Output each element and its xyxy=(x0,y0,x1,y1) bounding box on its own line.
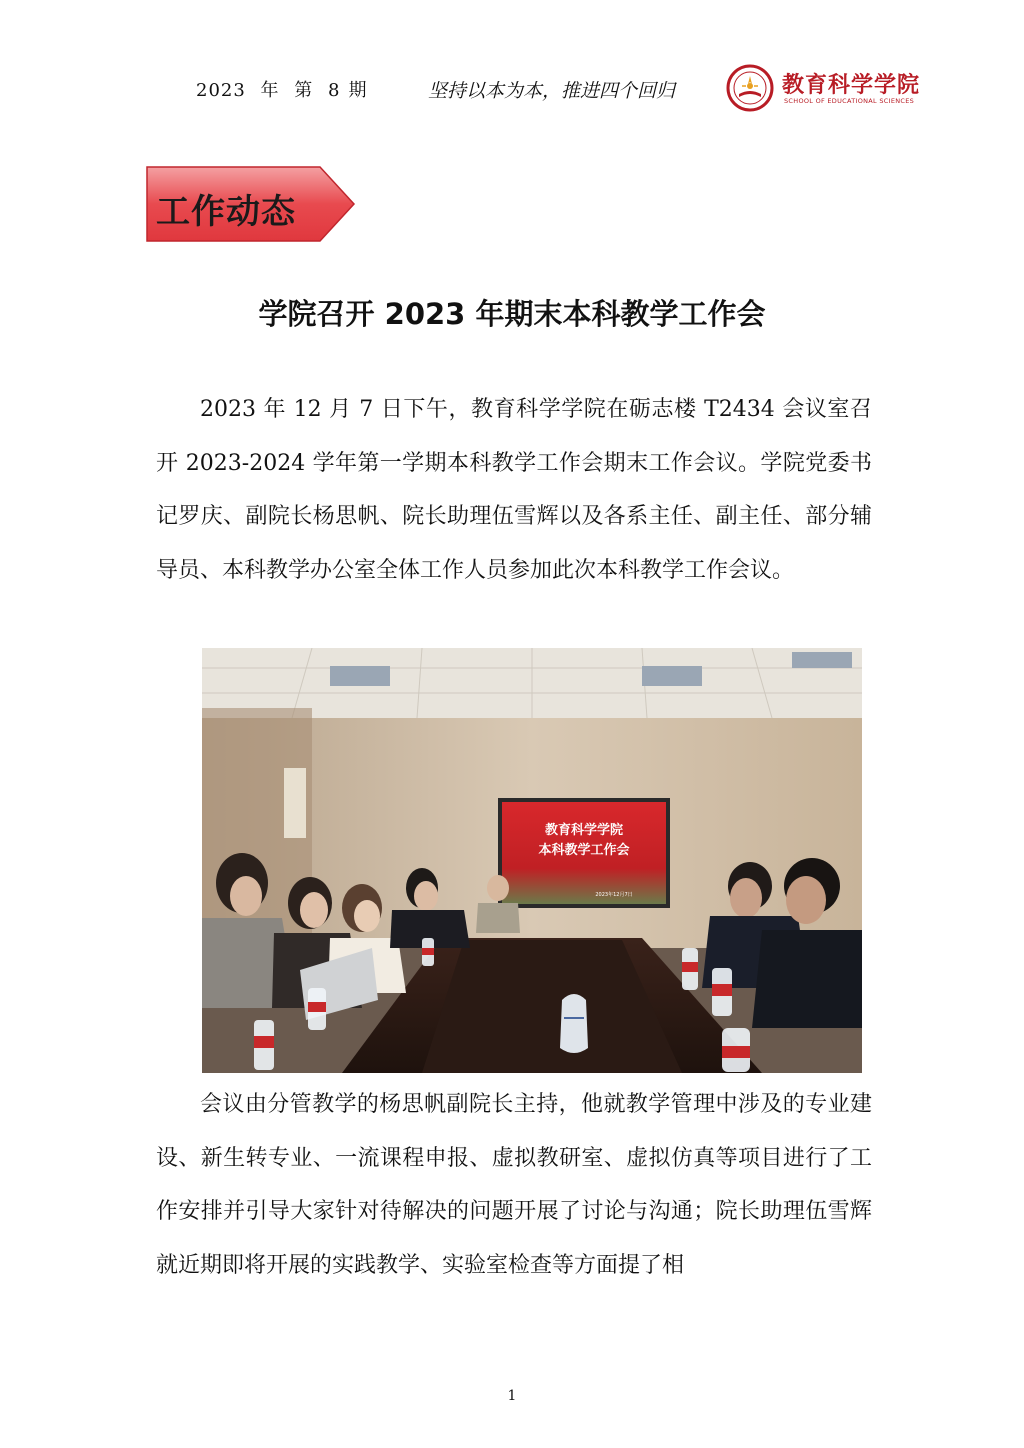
issue-year-unit: 年 xyxy=(260,80,280,101)
logo-english-name: SCHOOL OF EDUCATIONAL SCIENCES xyxy=(784,97,915,105)
school-emblem-icon xyxy=(726,64,774,112)
header-slogan: 坚持以本为本，推进四个回归 xyxy=(428,80,676,102)
page-number: 1 xyxy=(507,1388,517,1404)
issue-number: 8 xyxy=(328,80,341,101)
article-paragraph-2: 会议由分管教学的杨思帆副院长主持，他就教学管理中涉及的专业建设、新生转专业、一流课程申报、虚拟教研室、虚拟仿真等项目进行了工作安排并引导大家针对待解决的问题开展了讨论与沟通；院长助理伍雪辉就近期即将开展的实践教学、实验室检查等方面提了相 xyxy=(156,1092,872,1278)
screen-text-line2: 本科教学工作会 xyxy=(538,843,630,858)
issue-info xyxy=(196,76,375,102)
issue-suffix: 期 xyxy=(348,80,368,101)
screen-text-line1: 教育科学学院 xyxy=(544,823,624,838)
section-tag-label: 工作动态 xyxy=(156,192,296,232)
school-logo xyxy=(726,64,921,116)
article-title: 学院召开 2023 年期末本科教学工作会 xyxy=(258,297,766,331)
section-tag xyxy=(146,166,356,242)
article-paragraph-1: 2023 年 12 月 7 日下午，教育科学学院在砺志楼 T2434 会议室召开 2023-2024 学年第一学期本科教学工作会期末工作会议。学院党委书记罗庆、副院长杨思帆、院长助理伍雪辉以及各系主任、副主任、部分辅导员、本科教学办公室全体工作人员参加此次本科教学工作会议。 xyxy=(156,397,872,583)
issue-year: 2023 xyxy=(196,80,246,101)
screen-text-footer: 2023年12月7日 xyxy=(595,892,633,898)
logo-chinese-name: 教育科学学院 xyxy=(782,72,921,98)
issue-prefix: 第 xyxy=(294,80,314,101)
meeting-photo xyxy=(202,648,862,1073)
